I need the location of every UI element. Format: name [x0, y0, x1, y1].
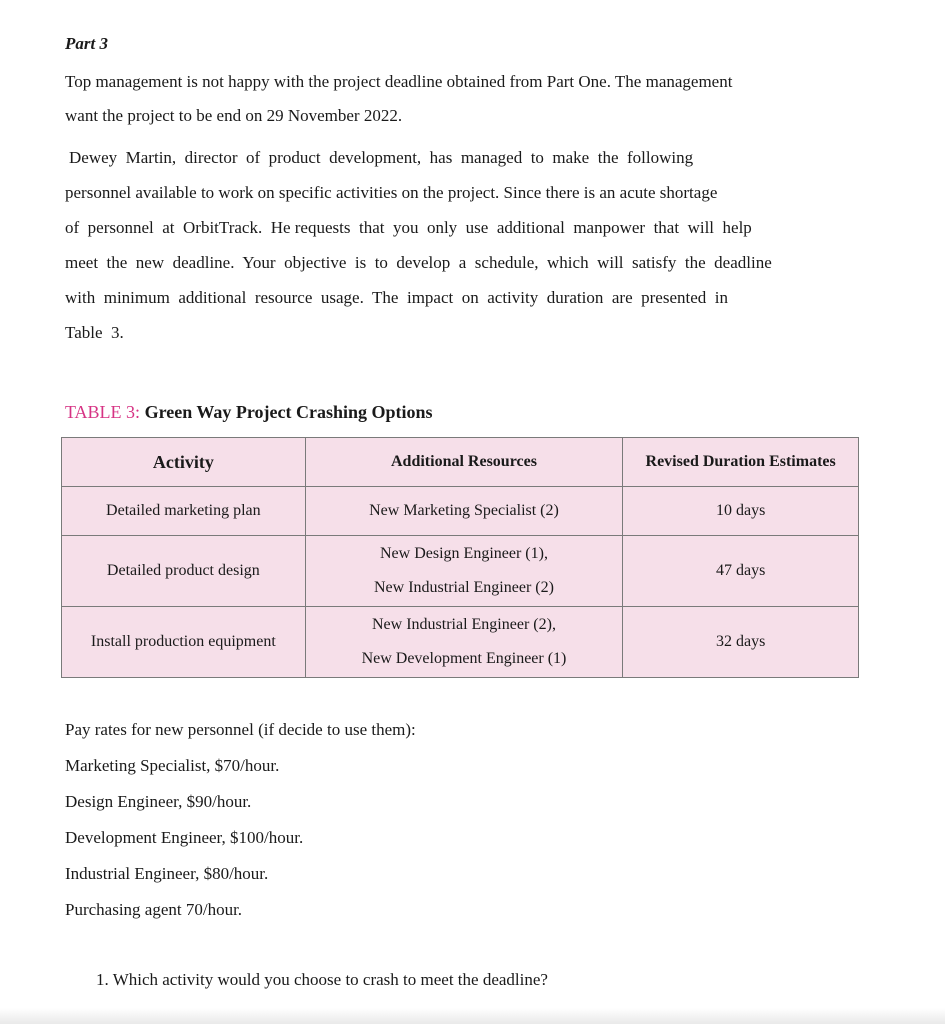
intro-line: want the project to be end on 29 November 2022.: [65, 106, 403, 125]
body-line: with minimum additional resource usage. The impact on activity duration are presented in: [65, 288, 728, 307]
duration-cell: 47 days: [623, 536, 859, 607]
header-additional-resources: Additional Resources: [305, 438, 623, 487]
table-row: [62, 536, 859, 607]
intro-line: Top management is not happy with the project deadline obtained from Part One. The management: [65, 72, 733, 91]
resources-cell: [305, 607, 623, 678]
pay-rate-item: Purchasing agent 70/hour.: [65, 900, 243, 919]
activity-cell: Install production equipment: [62, 607, 306, 678]
table-row: [62, 607, 859, 678]
activity-cell: Detailed product design: [62, 536, 306, 607]
resource-line: New Design Engineer (1),: [380, 545, 548, 562]
pay-rates-title: Pay rates for new personnel (if decide to use them):: [65, 720, 416, 739]
duration-cell: 10 days: [623, 487, 859, 536]
activity-cell: Detailed marketing plan: [62, 487, 306, 536]
duration-cell: 32 days: [623, 607, 859, 678]
pay-rate-item: Design Engineer, $90/hour.: [65, 792, 252, 811]
table-row: [62, 487, 859, 536]
table-label: TABLE 3:: [65, 402, 141, 422]
crashing-options-table: [61, 437, 859, 678]
resource-line: New Marketing Specialist (2): [369, 502, 559, 519]
body-line: of personnel at OrbitTrack. He requests that you only use additional manpower that will help: [65, 218, 752, 237]
body-line: Table 3.: [65, 323, 124, 342]
pay-rate-item: Industrial Engineer, $80/hour.: [65, 864, 269, 883]
pay-rate-item: Development Engineer, $100/hour.: [65, 828, 304, 847]
question-1: 1. Which activity would you choose to crash to meet the deadline?: [96, 970, 548, 989]
resources-cell: [305, 487, 623, 536]
pay-rate-item: Marketing Specialist, $70/hour.: [65, 756, 280, 775]
resource-line: New Development Engineer (1): [361, 650, 567, 667]
resources-cell: [305, 536, 623, 607]
table-caption: [65, 402, 433, 423]
table-header-row: [62, 438, 859, 487]
resource-line: New Industrial Engineer (2),: [372, 616, 556, 633]
table-title: Green Way Project Crashing Options: [144, 402, 433, 422]
header-activity: Activity: [62, 438, 306, 487]
page-bottom-edge: [0, 1008, 945, 1024]
body-line: meet the new deadline. Your objective is to develop a schedule, which will satisfy the deadline: [65, 253, 772, 272]
resource-line: New Industrial Engineer (2): [374, 579, 554, 596]
body-line: personnel available to work on specific activities on the project. Since there is an acute shortage: [65, 183, 718, 202]
part-title: Part 3: [65, 34, 108, 53]
header-revised-duration: Revised Duration Estimates: [623, 438, 859, 487]
body-line: Dewey Martin, director of product development, has managed to make the following: [69, 148, 694, 167]
